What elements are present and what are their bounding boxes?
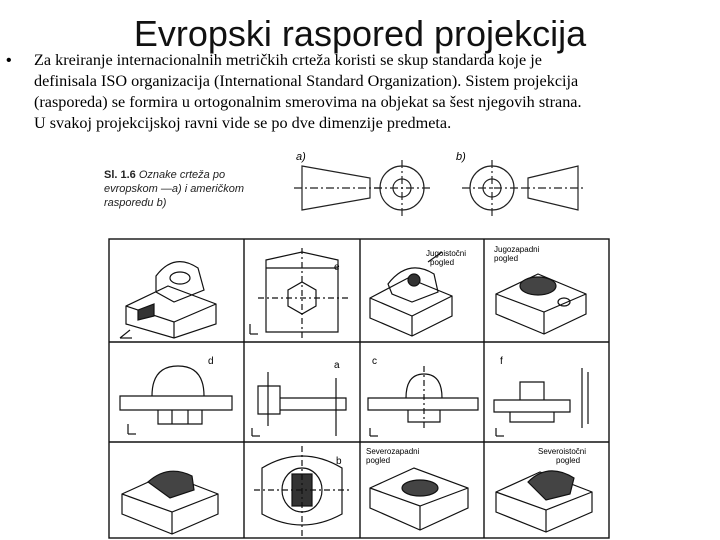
label-southwest-2: pogled <box>494 254 519 263</box>
letter-c: c <box>372 356 377 367</box>
label-northeast-1: Severoistočni <box>538 447 587 456</box>
view-front-a <box>252 372 346 436</box>
label-northwest-1: Severozapadni <box>366 447 420 456</box>
letter-d: d <box>208 356 214 367</box>
label-northeast-2: pogled <box>556 456 581 465</box>
projection-views-grid <box>108 238 612 540</box>
bullet-line-4: U svakoj projekcijskoj ravni vide se po dve dimenzije predmeta. <box>34 114 452 132</box>
letter-b: b <box>336 456 342 467</box>
slide-title: Evropski raspored projekcija <box>133 13 587 54</box>
view-side-d <box>120 366 232 434</box>
symbol-a <box>294 160 430 216</box>
letter-e: e <box>334 262 340 273</box>
caption-line-2: evropskom —a) i američkom <box>104 183 244 195</box>
label-northwest-2: pogled <box>366 456 391 465</box>
label-southeast-2: pogled <box>430 258 455 267</box>
caption-line-1: Oznake crteža po <box>138 169 226 181</box>
projection-symbols-figure <box>290 146 590 230</box>
view-isometric-top-left <box>120 262 216 338</box>
symbol-label-a: a) <box>296 151 306 163</box>
symbol-label-b: b) <box>456 151 466 163</box>
view-isometric-northwest <box>122 471 218 534</box>
caption-label: Sl. 1.6 <box>104 169 136 181</box>
view-isometric-southwest <box>496 274 586 334</box>
bullet-line-1: Za kreiranje internacionalnih metričkih crteža koristi se skup standarda koje je <box>34 51 542 69</box>
bullet-text <box>34 50 714 134</box>
bullet-line-2: definisala ISO organizacija (International Standard Organization). Sistem projekcija <box>34 72 579 90</box>
letter-f: f <box>500 356 503 367</box>
figure-caption <box>104 168 274 210</box>
view-side-c <box>368 366 478 436</box>
label-southeast-1: Jugoistočni <box>426 249 467 258</box>
view-isometric-northeast <box>370 468 468 530</box>
label-southwest-1: Jugozapadni <box>494 245 540 254</box>
view-isometric-bottom-right <box>496 471 592 532</box>
symbol-b <box>462 160 586 216</box>
caption-line-3: rasporedu b) <box>104 197 167 209</box>
bullet-line-3: (rasporeda) se formira u ortogonalnim smerovima na objekat sa šest njegovih strana. <box>34 93 582 111</box>
bullet-dot-icon: • <box>6 52 12 69</box>
letter-a: a <box>334 360 340 371</box>
view-back-f <box>494 368 588 436</box>
